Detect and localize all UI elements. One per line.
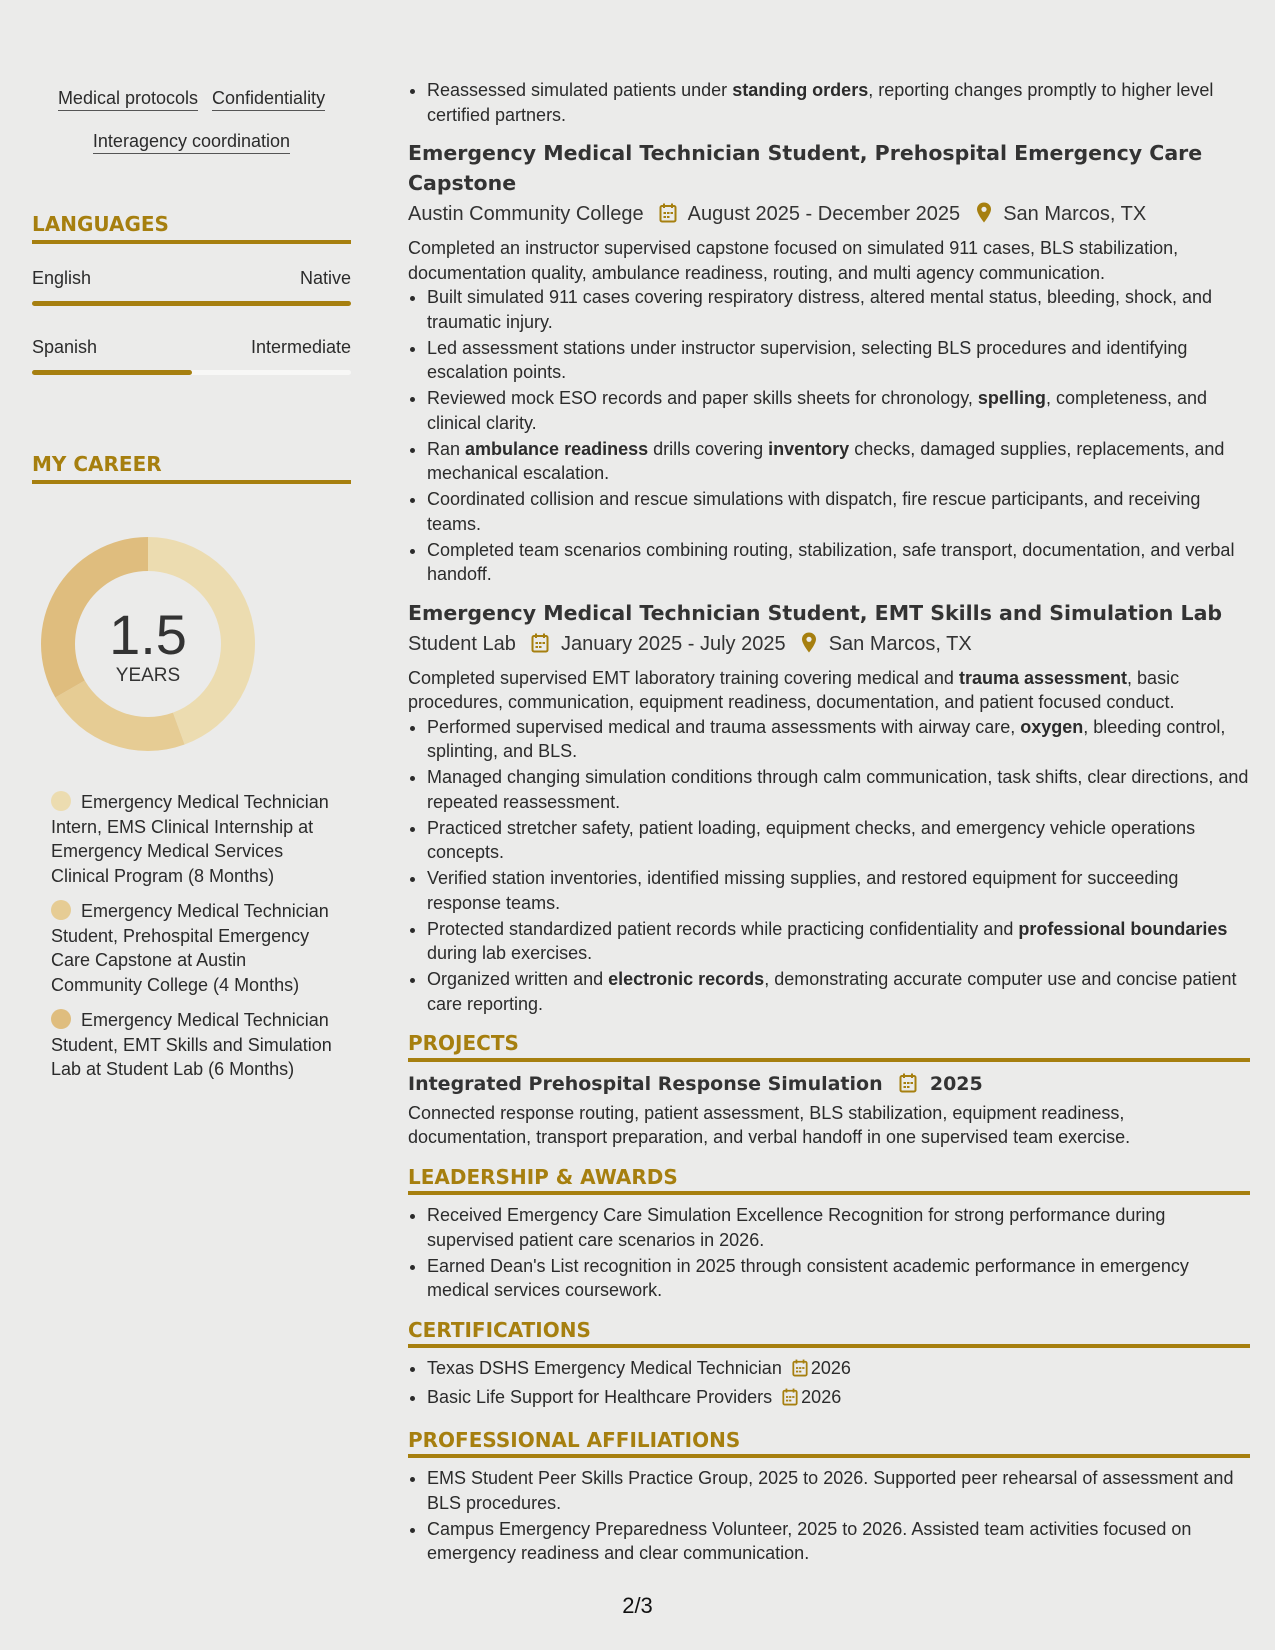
job-org: Student Lab <box>408 632 516 655</box>
calendar-icon <box>792 1359 808 1384</box>
job-description <box>408 666 1250 715</box>
job-bullets <box>408 285 1250 587</box>
calendar-icon <box>531 631 549 663</box>
list-item <box>427 1356 1250 1384</box>
text: , reporting changes promptly to higher level certified partners. <box>427 80 1214 125</box>
list-item <box>427 1385 1250 1413</box>
legend-text: Emergency Medical Technician Student, EMT Skills and Simulation Lab at Student Lab (6 Months) <box>51 1010 332 1079</box>
list-item <box>427 78 1250 127</box>
bold-text: professional boundaries <box>1018 918 1228 939</box>
right-column <box>408 78 1250 1567</box>
affiliations-heading: PROFESSIONAL AFFILIATIONS <box>408 1428 1250 1459</box>
list-item <box>427 917 1250 966</box>
project-year: 2025 <box>929 1072 983 1095</box>
text: Led assessment stations under instructor supervision, selecting BLS procedures and identifying escalation points. <box>427 337 1188 382</box>
text: , basic procedures, communication, equipment readiness, documentation, and patient focused conduct. <box>408 667 1180 712</box>
leadership-heading: LEADERSHIP & AWARDS <box>408 1165 1250 1196</box>
legend-text: Emergency Medical Technician Student, Prehospital Emergency Care Capstone at Austin Community College (4 Months) <box>51 901 329 995</box>
projects-heading: PROJECTS <box>408 1031 1250 1062</box>
project-title <box>408 1070 1250 1101</box>
job-location: San Marcos, TX <box>1003 203 1147 225</box>
language-bar-fill <box>32 370 192 375</box>
map-pin-icon <box>801 631 817 663</box>
text: , bleeding control, splinting, and BLS. <box>427 716 1226 761</box>
legend-swatch <box>51 1009 71 1029</box>
text: Organized written and <box>427 969 609 989</box>
list-item <box>427 967 1250 1016</box>
job-dates: August 2025 - December 2025 <box>687 203 961 225</box>
text: Performed supervised medical and trauma assessments with airway care, <box>427 716 1021 737</box>
bold-text: oxygen <box>1020 716 1084 737</box>
legend-item <box>51 790 341 888</box>
list-item: • EMS Student Peer Skills Practice Group, 2025 to 2026. Supported peer rehearsal of assessment and BLS procedures. <box>427 1466 1250 1515</box>
language-name: English <box>32 268 92 288</box>
list-item <box>427 437 1250 486</box>
affiliations-list <box>408 1466 1250 1566</box>
job-location: San Marcos, TX <box>828 632 972 655</box>
list-item <box>427 487 1250 536</box>
language-level: Native <box>299 268 351 288</box>
list-item: • Received Emergency Care Simulation Excellence Recognition for strong performance during supervised patient care scenarios in 2026. <box>427 1203 1250 1252</box>
donut-slice <box>55 681 184 752</box>
cert-year: 2026 <box>810 1358 851 1378</box>
job-org: Austin Community College <box>408 203 644 225</box>
legend-item <box>51 899 341 997</box>
career-heading: MY CAREER <box>32 452 351 484</box>
experience-bullets <box>408 78 1250 127</box>
legend-item <box>51 1008 341 1082</box>
calendar-icon <box>899 1073 917 1101</box>
bold-text: electronic records <box>608 969 765 989</box>
text: during lab exercises. <box>427 943 593 963</box>
text: checks, damaged supplies, replacements, and mechanical escalation. <box>427 438 1225 483</box>
text: Reviewed mock ESO records and paper skills sheets for chronology, <box>427 388 978 408</box>
calendar-icon <box>782 1388 798 1413</box>
list-item: • Campus Emergency Preparedness Volunteer, 2025 to 2026. Assisted team activities focused on emergency readiness and clear communication. <box>427 1517 1250 1566</box>
language-name: Spanish <box>32 337 98 357</box>
text: , demonstrating accurate computer use and concise patient care reporting. <box>427 969 1237 1014</box>
list-item <box>427 715 1250 764</box>
job-dates: January 2025 - July 2025 <box>561 632 786 655</box>
map-pin-icon <box>976 201 992 233</box>
text: Completed team scenarios combining routing, stabilization, safe transport, documentation, and verbal handoff. <box>427 539 1235 584</box>
languages-heading: LANGUAGES <box>32 212 351 244</box>
cert-year: 2026 <box>801 1387 842 1407</box>
legend-swatch <box>51 791 71 811</box>
list-item: • Earned Dean's List recognition in 2025 through consistent academic performance in emergency medical services coursework. <box>427 1254 1250 1303</box>
text: Coordinated collision and rescue simulations with dispatch, fire rescue participants, and receiving teams. <box>427 489 1201 534</box>
job-title: Emergency Medical Technician Student, Prehospital Emergency Care Capstone <box>408 141 1203 195</box>
certifications-list <box>408 1356 1250 1413</box>
language-bar <box>32 301 351 306</box>
career-legend <box>51 790 341 1093</box>
legend-text: Emergency Medical Technician Intern, EMS Clinical Internship at Emergency Medical Services Clinical Program (8 Months) <box>51 792 329 886</box>
language-bar-fill <box>32 301 351 306</box>
text: drills covering <box>648 438 769 459</box>
text: Built simulated 911 cases covering respiratory distress, altered mental status, bleeding, shock, and traumatic injury. <box>427 287 1213 332</box>
job-description: Completed an instructor supervised capstone focused on simulated 911 cases, BLS stabilization, documentation quality, ambulance readiness, routing, and multi agency communication. <box>408 238 1179 283</box>
certifications-heading: CERTIFICATIONS <box>408 1318 1250 1349</box>
text: , completeness, and clinical clarity. <box>427 388 1208 433</box>
skill-tag: Confidentiality <box>212 88 325 111</box>
bold-text: spelling <box>977 388 1046 408</box>
text: Protected standardized patient records while practicing confidentiality and <box>427 918 1019 939</box>
skills-list <box>32 88 351 174</box>
list-item <box>427 285 1250 334</box>
list-item <box>427 765 1250 814</box>
text: Reassessed simulated patients under <box>427 80 733 100</box>
legend-swatch <box>51 900 71 920</box>
bold-text: standing orders <box>732 80 869 100</box>
text: Verified station inventories, identified missing supplies, and restored equipment for succeeding response teams. <box>427 868 1179 913</box>
cert-name: Basic Life Support for Healthcare Providers <box>427 1387 773 1407</box>
language-bar <box>32 370 351 375</box>
language-level: Intermediate <box>250 337 351 357</box>
job-meta <box>408 198 1250 233</box>
bold-text: inventory <box>768 438 850 459</box>
page-number: 2/3 <box>622 1593 653 1618</box>
career-total-unit: YEARS <box>115 665 181 686</box>
project-description: Connected response routing, patient assessment, BLS stabilization, equipment readiness, documentation, transport preparation, and verbal handoff in one supervised team exercise. <box>408 1102 1131 1147</box>
job-meta <box>408 628 1250 663</box>
list-item <box>427 866 1250 915</box>
career-total <box>35 605 261 687</box>
calendar-icon <box>659 201 677 233</box>
list-item <box>427 538 1250 587</box>
list-item <box>427 336 1250 385</box>
skill-tag: Medical protocols <box>58 88 198 111</box>
project-name: Integrated Prehospital Response Simulation <box>408 1072 883 1095</box>
cert-name: Texas DSHS Emergency Medical Technician <box>427 1358 782 1378</box>
bold-text: trauma assessment <box>958 667 1128 688</box>
leadership-list <box>408 1203 1250 1303</box>
text: Ran <box>427 438 466 459</box>
job-title: Emergency Medical Technician Student, EMT Skills and Simulation Lab <box>408 600 1223 625</box>
career-total-value: 1.5 <box>109 603 187 666</box>
bold-text: ambulance readiness <box>465 438 649 459</box>
list-item <box>427 386 1250 435</box>
text: Managed changing simulation conditions through calm communication, task shifts, clear directions, and repeated reassessment. <box>427 767 1249 812</box>
job-bullets <box>408 715 1250 1017</box>
skill-tag: Interagency coordination <box>93 131 290 154</box>
list-item <box>427 816 1250 865</box>
text: Practiced stretcher safety, patient loading, equipment checks, and emergency vehicle operations concepts. <box>427 817 1196 862</box>
text: Completed supervised EMT laboratory training covering medical and <box>408 667 959 688</box>
